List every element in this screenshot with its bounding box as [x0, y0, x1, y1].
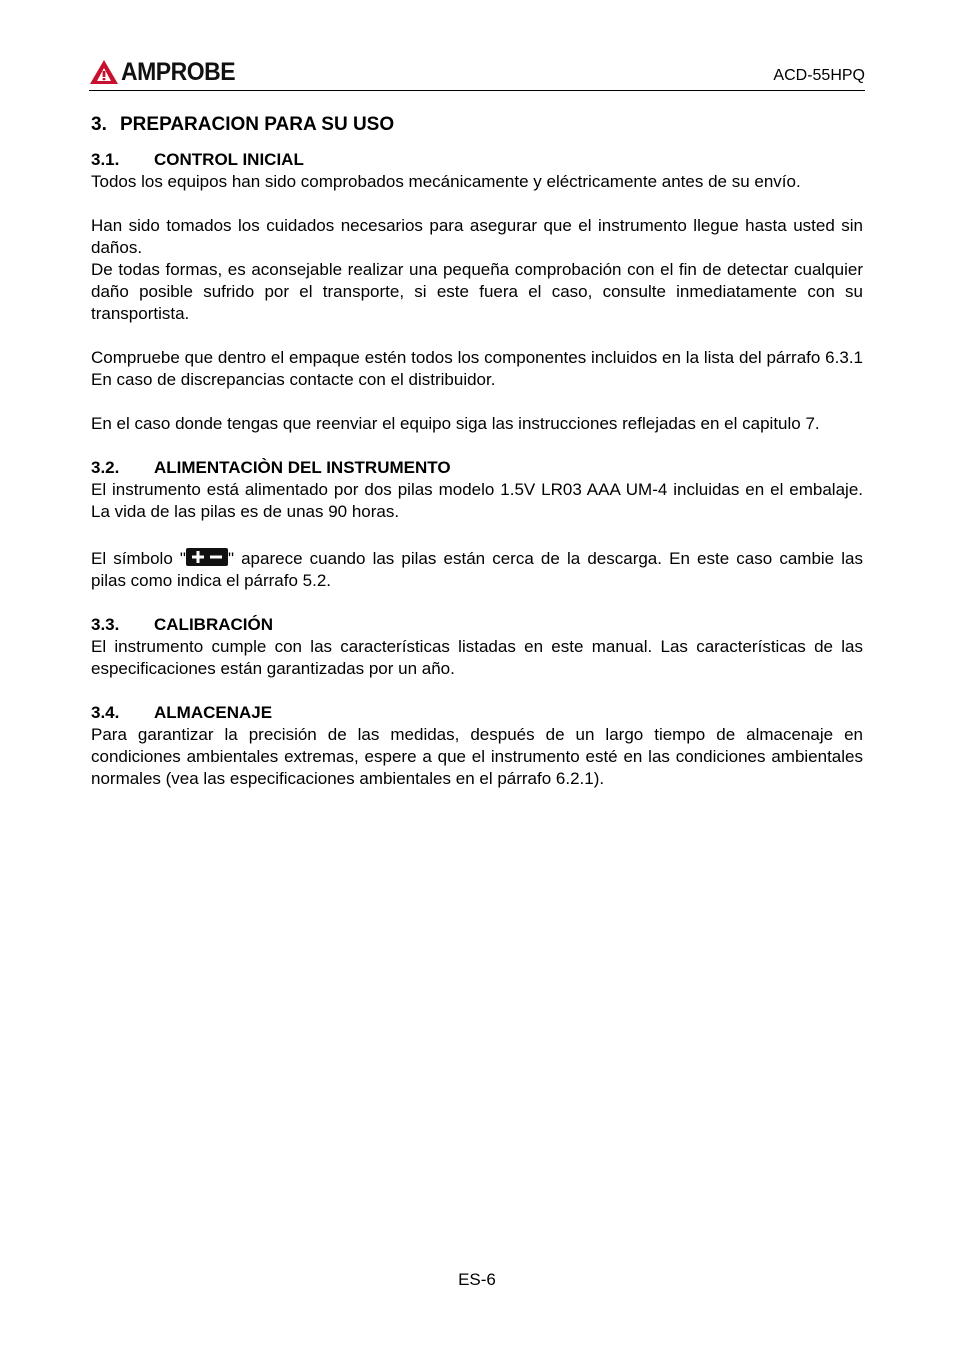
- subsection-title: ALMACENAJE: [154, 703, 273, 722]
- paragraph: Para garantizar la precisión de las medidas, después de un largo tiempo de almacenaje en condiciones ambientales extremas, espere a que el instrumento esté en las condiciones ambientales normales (vea las especificaciones ambientales en el párrafo 6.2.1).: [91, 725, 863, 788]
- section-title: PREPARACION PARA SU USO: [120, 114, 395, 135]
- paragraph: Todos los equipos han sido comprobados mecánicamente y eléctricamente antes de su envío.: [91, 172, 801, 191]
- paragraph: Compruebe que dentro el empaque estén todos los componentes incluidos en la lista del párrafo 6.3.1 En caso de discrepancias contacte con el distribuidor.: [91, 348, 863, 389]
- paragraph: El instrumento cumple con las características listadas en este manual. Las características de las especificaciones están garantizadas por un año.: [91, 637, 863, 678]
- text-run: " aparece cuando las pilas están cerca de la descarga. En este caso cambie las pilas como indica el párrafo 5.2.: [91, 549, 863, 590]
- model-number: ACD-55HPQ: [773, 67, 865, 84]
- battery-icon: [186, 548, 228, 566]
- page-number: ES-6: [458, 1270, 496, 1289]
- paragraph: El instrumento está alimentado por dos pilas modelo 1.5V LR03 AAA UM-4 incluidas en el embalaje. La vida de las pilas es de unas 90 horas.: [91, 480, 863, 521]
- paragraph: En el caso donde tengas que reenviar el equipo siga las instrucciones reflejadas en el capitulo 7.: [91, 414, 820, 433]
- subsection-heading-3-1: [91, 149, 863, 171]
- subsection-number: 3.2.: [91, 458, 120, 477]
- paragraph-battery-symbol: [91, 548, 863, 592]
- paragraph: Han sido tomados los cuidados necesarios para asegurar que el instrumento llegue hasta usted sin daños.: [91, 216, 863, 257]
- section-heading: [91, 113, 863, 137]
- page-header: [89, 56, 865, 91]
- amprobe-logo: [89, 58, 235, 85]
- paragraph: De todas formas, es aconsejable realizar una pequeña comprobación con el fin de detectar cualquier daño posible sufrido por el transporte, si este fuera el caso, consulte inmediatamente con su transportista.: [91, 260, 863, 323]
- subsection-heading-3-2: [91, 457, 863, 479]
- document-body: [91, 113, 863, 790]
- section-number: 3.: [91, 114, 107, 135]
- subsection-heading-3-3: [91, 614, 863, 636]
- subsection-heading-3-4: [91, 702, 863, 724]
- subsection-number: 3.1.: [91, 150, 120, 169]
- subsection-number: 3.3.: [91, 615, 120, 634]
- logo-text: AMPROBE: [121, 56, 236, 86]
- subsection-number: 3.4.: [91, 703, 120, 722]
- text-run: El símbolo ": [91, 549, 186, 568]
- subsection-title: ALIMENTACIÒN DEL INSTRUMENTO: [154, 458, 451, 477]
- warning-triangle-icon: [89, 59, 119, 85]
- subsection-title: CONTROL INICIAL: [154, 150, 304, 169]
- subsection-title: CALIBRACIÓN: [154, 615, 273, 634]
